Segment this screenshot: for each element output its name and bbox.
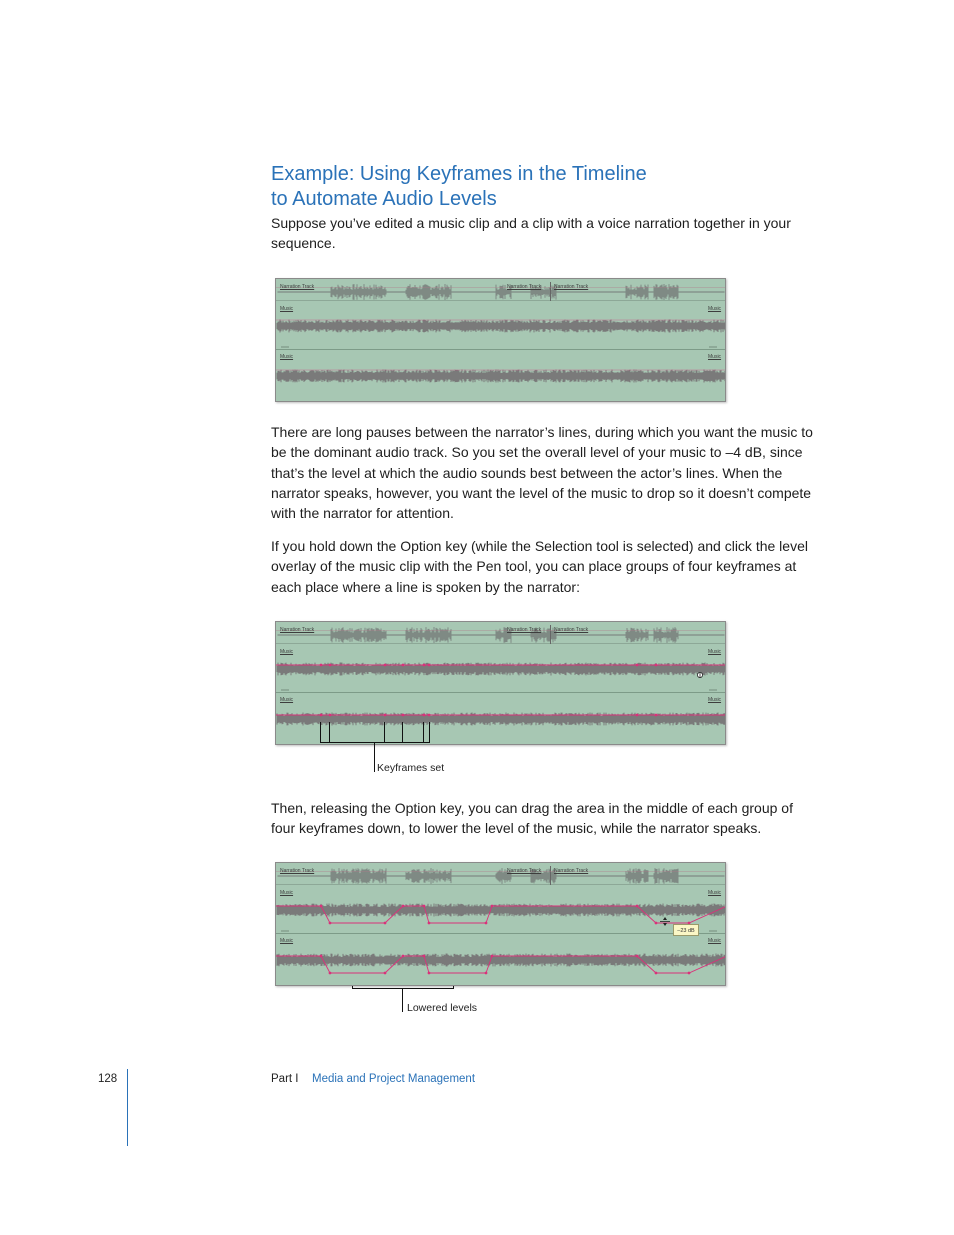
- keyframe: [384, 922, 387, 925]
- narration-label-left: Narration Track: [280, 627, 315, 633]
- music-label-bottom-left: Music: [280, 938, 294, 944]
- footer-part-title: Media and Project Management: [312, 1073, 476, 1085]
- callout-lowered-levels: Lowered levels: [407, 1002, 478, 1014]
- narration-label-mid: Narration Track: [507, 627, 542, 633]
- bracket-keyframes-left: [321, 722, 375, 743]
- narration-waveform: [278, 868, 724, 884]
- keyframe: [423, 955, 426, 958]
- keyframe: [428, 922, 431, 925]
- narration-label-mid: Narration Track: [507, 284, 542, 290]
- narration-label-right: Narration Track: [554, 868, 589, 874]
- keyframe: [485, 972, 488, 975]
- heading-line-1: Example: Using Keyframes in the Timeline: [271, 163, 647, 185]
- music-label-bottom-right: Music: [708, 697, 722, 703]
- level-tooltip: –23 dB: [673, 924, 699, 936]
- keyframe: [485, 922, 488, 925]
- narration-label-left: Narration Track: [280, 284, 315, 290]
- music-label-bottom-left: Music: [280, 697, 294, 703]
- footer-part: Part I: [271, 1073, 299, 1085]
- bracket-keyframes-right: [385, 722, 430, 743]
- keyframe: [402, 905, 405, 908]
- timeline-waveforms: [276, 863, 726, 986]
- keyframe: [491, 905, 494, 908]
- keyframe: [402, 955, 405, 958]
- option-key-paragraph: If you hold down the Option key (while the Selection tool is selected) and click the level overlay of the music clip with the Pen tool, you can place groups of four keyframes at each place where a line is spoken by the narrator:: [271, 538, 808, 595]
- music-label-top-left: Music: [280, 649, 294, 655]
- keyframe: [655, 922, 658, 925]
- keyframe: [423, 905, 426, 908]
- music-waveform-top: [277, 904, 725, 917]
- music-label-top-left: Music: [280, 306, 294, 312]
- music-label-bottom-right: Music: [708, 938, 722, 944]
- keyframe: [329, 972, 332, 975]
- music-label-top-right: Music: [708, 649, 722, 655]
- music-label-top-right: Music: [708, 890, 722, 896]
- resize-cursor: [660, 917, 670, 926]
- music-label-bottom-left: Music: [280, 354, 294, 360]
- keyframe: [688, 972, 691, 975]
- music-label-top-right: Music: [708, 306, 722, 312]
- heading-line-2: to Automate Audio Levels: [271, 188, 497, 210]
- keyframe: [384, 972, 387, 975]
- narration-label-left: Narration Track: [280, 868, 315, 874]
- releasing-paragraph: Then, releasing the Option key, you can drag the area in the middle of each group of four keyframes down, to lower the level of the music, while the narrator speaks.: [271, 800, 793, 837]
- keyframe: [320, 905, 323, 908]
- narration-label-mid: Narration Track: [507, 868, 542, 874]
- timeline-screenshot-lowered: [275, 862, 726, 986]
- keyframe: [428, 972, 431, 975]
- keyframe: [491, 955, 494, 958]
- footer-rule: [127, 1069, 128, 1146]
- keyframe: [320, 955, 323, 958]
- music-waveform-bottom: [277, 954, 725, 967]
- narration-label-right: Narration Track: [554, 284, 589, 290]
- narration-label-right: Narration Track: [554, 627, 589, 633]
- keyframe: [636, 905, 639, 908]
- music-label-top-left: Music: [280, 890, 294, 896]
- keyframe: [329, 922, 332, 925]
- keyframe: [636, 955, 639, 958]
- pauses-paragraph: There are long pauses between the narrator’s lines, during which you want the music to be the dominant audio track. So you set the overall level of your music to –4 dB, since that’s the level at which the audio sounds best between the actor’s lines. When the narrator speaks, however, you want the level of the music to drop so it doesn’t compete with the narrator for attention.: [271, 424, 813, 522]
- callout-keyframes-set: Keyframes set: [377, 762, 445, 774]
- keyframe: [655, 972, 658, 975]
- music-label-bottom-right: Music: [708, 354, 722, 360]
- page-number: 128: [98, 1073, 118, 1085]
- intro-paragraph: Suppose you’ve edited a music clip and a clip with a voice narration together in your sequence.: [271, 215, 791, 252]
